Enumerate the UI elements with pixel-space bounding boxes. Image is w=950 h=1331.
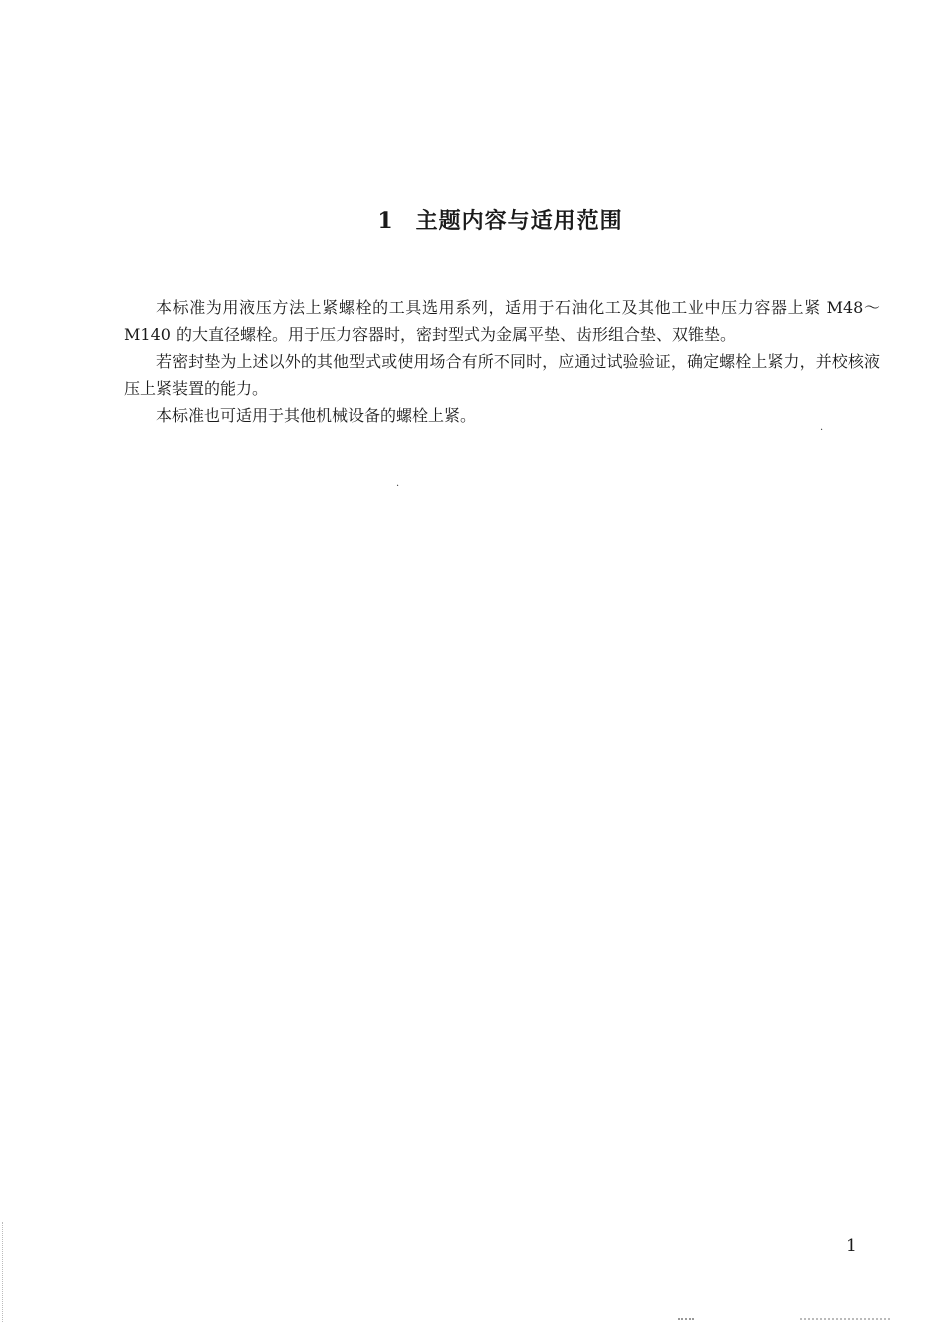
paragraph-other-gaskets: 若密封垫为上述以外的其他型式或使用场合有所不同时，应通过试验验证，确定螺栓上紧力，并校核液压上紧装置的能力。 xyxy=(124,352,880,398)
paragraph-scope: 本标准为用液压方法上紧螺栓的工具选用系列，适用于石油化工及其他工业中压力容器上紧 M48～M140 的大直径螺栓。用于压力容器时，密封型式为金属平垫、齿形组合垫、双锥垫。 xyxy=(124,298,880,344)
scan-speck: · xyxy=(396,481,400,492)
page-number: 1 xyxy=(846,1236,857,1256)
paragraph-other-equipment: 本标准也可适用于其他机械设备的螺栓上紧。 xyxy=(156,406,477,425)
scan-bottom-marks xyxy=(800,1318,890,1322)
section-title: 主题内容与适用范围 xyxy=(415,209,623,234)
scan-edge-marks xyxy=(2,1222,7,1322)
section-heading xyxy=(0,204,950,235)
section-body xyxy=(124,294,880,429)
section-number: 1 xyxy=(377,208,394,234)
scan-bottom-marks xyxy=(678,1318,694,1322)
scan-speck: · xyxy=(820,425,824,436)
